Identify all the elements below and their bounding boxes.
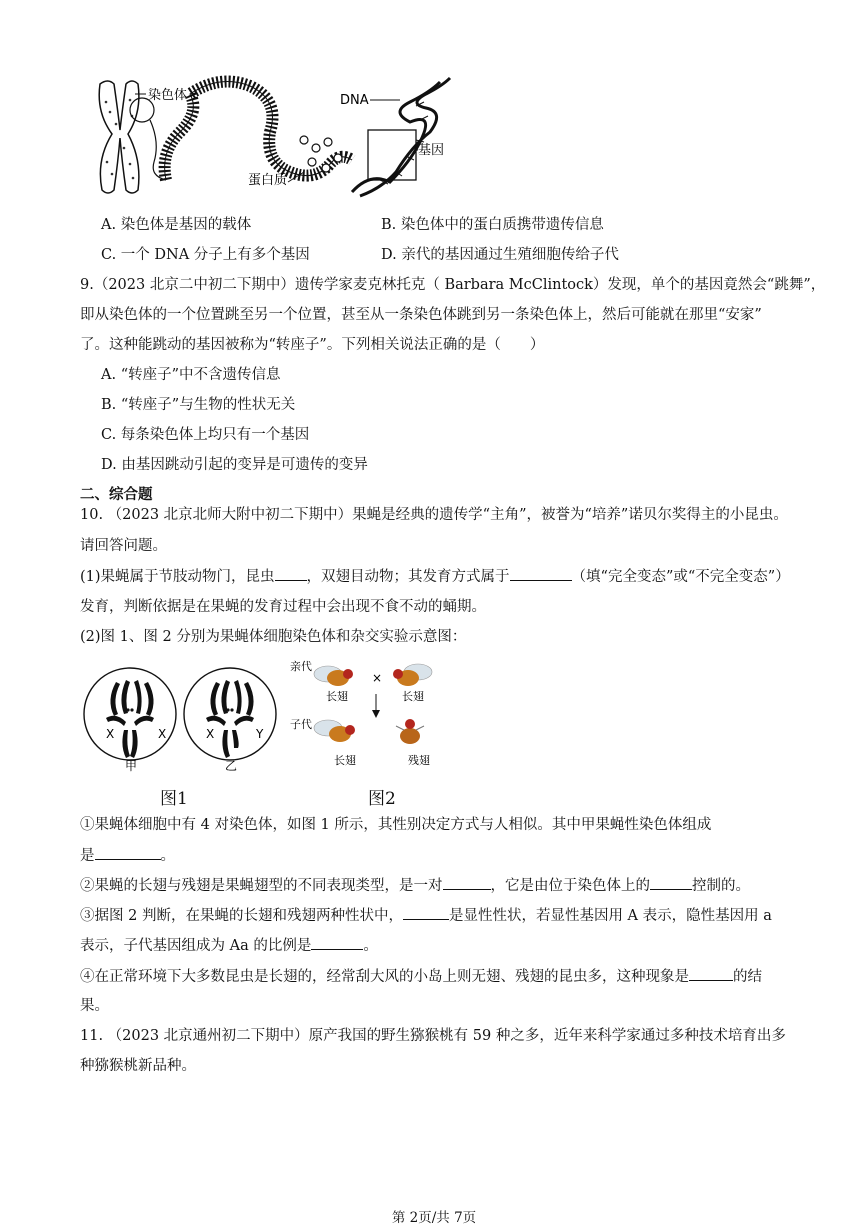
figure1-caption: 图1 — [160, 789, 188, 809]
q10-part1-text-c: （填“完全变态”或“不完全变态”） — [571, 569, 790, 585]
answer-blank[interactable] — [650, 875, 692, 890]
label-x-1: X — [106, 727, 115, 741]
chromosome-dna-figure — [90, 72, 460, 202]
q10-part1-line1 — [80, 566, 790, 587]
q10-sub1-line1: ①果蝇体细胞中有 4 对染色体，如图 1 所示，其性别决定方式与人相似。其中甲果蝇性染色体组成 — [80, 817, 712, 833]
label-yi: 乙 — [225, 759, 238, 772]
q9-option-b: B. “转座子”与生物的性状无关 — [101, 397, 296, 413]
label-jia: 甲 — [125, 759, 138, 772]
label-offspring-vestigial: 残翅 — [408, 754, 430, 767]
fly-chromosome-figure — [82, 660, 288, 772]
cross-symbol: × — [372, 671, 383, 685]
fly-cross-diagram — [288, 656, 448, 772]
q8-option-c: C. 一个 DNA 分子上有多个基因 — [101, 247, 310, 263]
q10-line2: 请回答问题。 — [80, 538, 167, 554]
answer-blank[interactable] — [275, 566, 307, 581]
page-number: 第 2页/共 7页 — [391, 1210, 477, 1226]
fly-cross-figure — [288, 656, 448, 772]
q9-line3: 了。这种能跳动的基因被称为“转座子”。下列相关说法正确的是（ ） — [80, 337, 545, 353]
answer-blank[interactable] — [95, 845, 161, 860]
parent-fly-long-wing-1 — [314, 666, 353, 686]
parent-fly-long-wing-2 — [393, 664, 432, 686]
q10-sub2-text-b: ，它是由位于染色体上的 — [490, 878, 650, 894]
label-protein: 蛋白质 — [248, 173, 288, 188]
label-offspring-long: 长翅 — [334, 754, 356, 767]
q10-sub3-text-b: 是显性性状，若显性基因用 A 表示，隐性基因用 a — [448, 908, 772, 924]
q10-part1-text-a: (1)果蝇属于节肢动物门，昆虫 — [80, 569, 275, 585]
q8-option-a: A. 染色体是基因的载体 — [101, 217, 252, 233]
q11-line2: 种猕猴桃新品种。 — [80, 1058, 196, 1074]
answer-blank[interactable] — [689, 966, 733, 981]
q10-sub2-text-a: ②果蝇的长翅与残翅是果蝇翅型的不同表现类型，是一对 — [80, 878, 443, 894]
answer-blank[interactable] — [510, 566, 572, 581]
offspring-fly-vestigial-wing — [396, 719, 424, 744]
q10-sub3-line1 — [80, 905, 772, 926]
label-parent-long-2: 长翅 — [402, 690, 424, 703]
label-parents: 亲代 — [290, 660, 312, 673]
q10-sub2-text-c: 控制的。 — [692, 878, 750, 894]
section-title: 二、综合题 — [80, 487, 153, 503]
q10-sub4-line2: 果。 — [80, 998, 109, 1014]
q10-part2: (2)图 1、图 2 分别为果蝇体细胞染色体和杂交实验示意图： — [80, 629, 467, 645]
offspring-fly-long-wing — [314, 720, 355, 742]
chromosome-dna-diagram — [90, 72, 460, 202]
q10-sub3-line2 — [80, 935, 378, 956]
label-x-3: X — [206, 727, 215, 741]
q10-sub4-text-b: 的结 — [733, 969, 762, 985]
q9-option-a: A. “转座子”中不含遗传信息 — [101, 367, 281, 383]
q8-option-d: D. 亲代的基因通过生殖细胞传给子代 — [381, 247, 619, 263]
label-x-2: X — [158, 727, 167, 741]
q9-option-d: D. 由基因跳动引起的变异是可遗传的变异 — [101, 457, 368, 473]
q10-part1-line2: 发育，判断依据是在果蝇的发育过程中会出现不食不动的蛹期。 — [80, 599, 486, 615]
answer-blank[interactable] — [403, 905, 449, 920]
q10-sub1-line2 — [80, 845, 175, 866]
q10-sub1-text-b: 。 — [160, 848, 175, 864]
q10-sub1-text-a: 是 — [80, 848, 95, 864]
q9-option-c: C. 每条染色体上均只有一个基因 — [101, 427, 310, 443]
q9-line1: 9.（2023 北京二中初二下期中）遗传学家麦克林托克（ Barbara McClintock）发现，单个的基因竟然会“跳舞”， — [80, 277, 826, 293]
q10-sub3-text-d: 。 — [363, 938, 378, 954]
label-gene: 基因 — [418, 143, 445, 158]
q10-sub3-text-c: 表示，子代基因组成为 Aa 的比例是 — [80, 938, 312, 954]
label-dna: DNA — [340, 93, 369, 108]
q11-line1: 11. （2023 北京通州初二下期中）原产我国的野生猕猴桃有 59 种之多，近年来科学家通过多种技术培育出多 — [80, 1028, 786, 1044]
label-offspring: 子代 — [290, 718, 312, 731]
q10-sub2 — [80, 875, 750, 896]
fly-chromosome-diagram — [82, 660, 288, 772]
q10-sub3-text-a: ③据图 2 判断，在果蝇的长翅和残翅两种性状中， — [80, 908, 403, 924]
q10-sub4-line1 — [80, 966, 762, 987]
q8-option-b: B. 染色体中的蛋白质携带遗传信息 — [381, 217, 604, 233]
label-parent-long-1: 长翅 — [326, 690, 348, 703]
q10-sub4-text-a: ④在正常环境下大多数昆虫是长翅的，经常刮大风的小岛上则无翅、残翅的昆虫多，这种现象是 — [80, 969, 689, 985]
q9-line2: 即从染色体的一个位置跳至另一个位置，甚至从一条染色体跳到另一条染色体上，然后可能就在那里“安家” — [80, 307, 762, 323]
answer-blank[interactable] — [443, 875, 491, 890]
q10-line1: 10. （2023 北京北师大附中初二下期中）果蝇是经典的遗传学“主角”，被誉为“培养”诺贝尔奖得主的小昆虫。 — [80, 507, 788, 523]
answer-blank[interactable] — [311, 935, 363, 950]
label-chromosome: 染色体 — [148, 88, 188, 103]
figure2-caption: 图2 — [368, 789, 396, 809]
q10-part1-text-b: ，双翅目动物；其发育方式属于 — [306, 569, 510, 585]
label-y: Y — [256, 727, 264, 741]
